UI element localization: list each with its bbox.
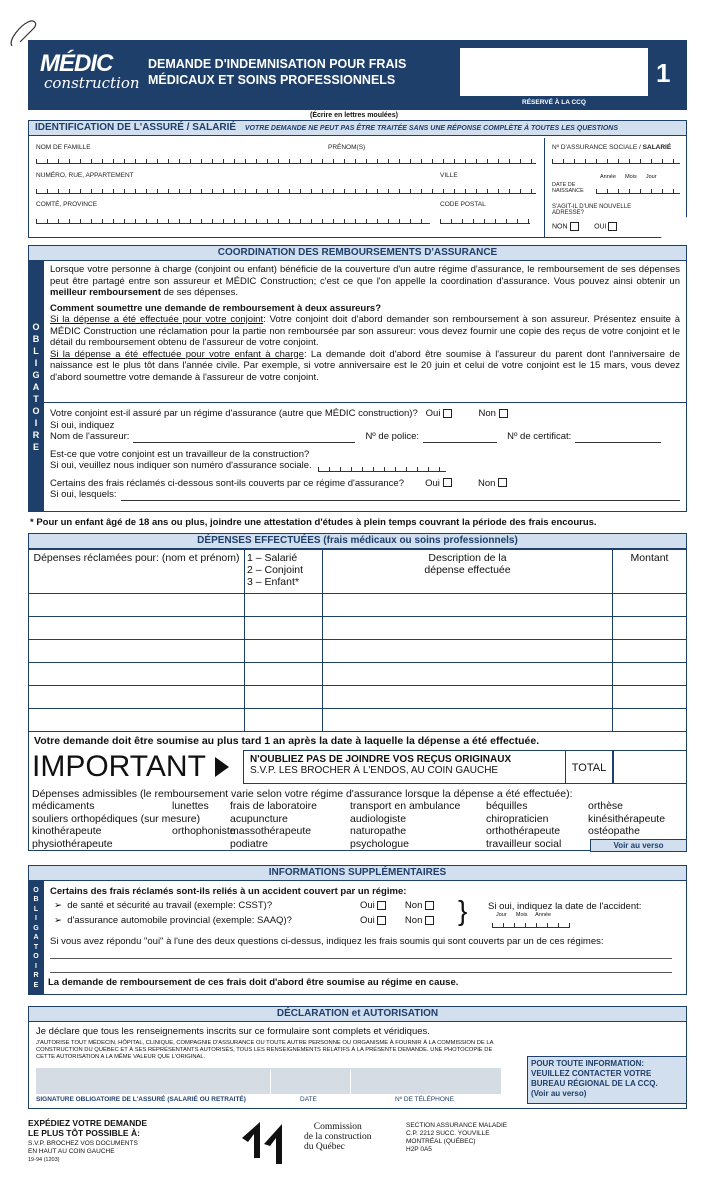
date-label: DATE [300, 1096, 317, 1103]
obligatoire-letter: L [33, 345, 39, 356]
signature-area[interactable] [36, 1068, 501, 1094]
expense-description-cell[interactable] [323, 617, 613, 640]
col-name-header: Dépenses réclamées pour: (nom et prénom) [29, 550, 245, 594]
deadline-note: Votre demande doit être soumise au plus tard 1 an après la date à laquelle la dépense a été effectuée. [34, 735, 540, 747]
admissible-item: kinésithérapeute [588, 812, 666, 825]
admissible-item: souliers orthopédiques (sur mesure) [32, 812, 201, 825]
admissibles-text: Dépenses admissibles (le remboursement varie selon votre régime d'assurance lorsque la dépense a été effectuée): [32, 788, 573, 800]
q3-yes-checkbox[interactable] [443, 478, 452, 487]
expense-row [29, 617, 687, 640]
admissible-item: kinothérapeute [32, 825, 102, 837]
telephone-label: Nº DE TÉLÉPHONE [395, 1096, 454, 1103]
info-line-2[interactable] [50, 972, 672, 973]
info-box [28, 865, 687, 995]
admissibles-list [32, 800, 687, 850]
identification-header: IDENTIFICATION DE L'ASSURÉ / SALARIÉ VOTRE DEMANDE NE PEUT PAS ÊTRE TRAITÉE SANS UNE RÉPONSE COMPLÈTE À TOUTES LES QUESTIONS [28, 120, 687, 136]
expense-amount-cell[interactable] [613, 686, 687, 709]
info-question: Certains des frais réclamés sont-ils reliés à un accident couvert par un régime: [50, 886, 407, 897]
numero-label: NUMÉRO, RUE, APPARTEMENT [36, 172, 134, 179]
sig-sep-1 [270, 1070, 271, 1104]
certificat-input[interactable] [575, 431, 661, 443]
admissible-item: naturopathe [350, 825, 407, 837]
obligatoire-vertical-label-2 [28, 881, 44, 995]
admissible-row [32, 813, 687, 826]
declaration-header: DÉCLARATION et AUTORISATION [28, 1006, 687, 1022]
expense-type-cell[interactable] [245, 709, 323, 732]
total-input[interactable] [613, 750, 687, 784]
admissible-row [32, 800, 687, 813]
expense-type-cell[interactable] [245, 640, 323, 663]
signature-label: SIGNATURE OBLIGATOIRE DE L'ASSURÉ (SALARIÉ OU RETRAITÉ) [36, 1096, 246, 1103]
accident-date-input[interactable] [492, 920, 570, 928]
new-address-no-checkbox[interactable] [570, 222, 579, 231]
page-title: DEMANDE D'INDEMNISATION POUR FRAIS MÉDICAUX ET SOINS PROFESSIONNELS [148, 57, 407, 87]
expense-type-cell[interactable] [245, 663, 323, 686]
logo-main: MÉDIC [40, 50, 113, 77]
info-contact-box: POUR TOUTE INFORMATION: VEUILLEZ CONTACTER VOTRE BUREAU RÉGIONAL DE LA CCQ. (Voir au verso) [527, 1056, 687, 1104]
nas-label: Nº D'ASSURANCE SOCIALE / SALARIÉ [552, 144, 672, 151]
obligatoire-letter: G [32, 369, 40, 380]
b2-yes-checkbox[interactable] [377, 916, 386, 925]
coordination-conjoint: Si la dépense a été effectuée pour votre conjoint: Votre conjoint doit d'abord demander son remboursement à son assureur. Présentez ensuite à MÉDIC Construction une réclamation pour la partie non remboursée par son assureur: vous devez fournir une copie des reçus de votre conjoint et le détail du remboursement obtenu de l'assureur de votre conjoint. [50, 314, 680, 348]
expense-name-cell[interactable] [29, 663, 245, 686]
prenom-label: PRÉNOM(S) [328, 144, 366, 151]
b1-yes-checkbox[interactable] [377, 901, 386, 910]
expense-name-cell[interactable] [29, 686, 245, 709]
logo-sub: construction [44, 74, 140, 92]
important-label: IMPORTANT [32, 750, 206, 783]
admissible-item: orthothérapeute [486, 825, 561, 837]
q3-no-checkbox[interactable] [498, 478, 507, 487]
coordination-content [50, 264, 680, 383]
coordination-questions: Votre conjoint est-il assuré par un régime d'assurance (autre que MÉDIC construction)? Oui Non Si oui, indiquez Nom de l'assureur: Nº de police: Nº de certificat: Est-ce que votre conjoint est un travailleur de la construction? Si oui, veuillez nous indiquer son numéro d'assurance sociale. Certains des frais réclamés ci-dessous sont-ils couverts par ce régime d'assurance? Oui Non Si oui, lesquels: [50, 408, 680, 501]
expense-description-cell[interactable] [323, 594, 613, 617]
admissible-item: orthophoniste [172, 825, 236, 837]
obligatoire-letter: O [32, 405, 40, 416]
admissible-item: acupuncture [230, 812, 288, 825]
expense-name-cell[interactable] [29, 709, 245, 732]
enfant-note: * Pour un enfant âgé de 18 ans ou plus, joindre une attestation d'études à plein temps couvrant la période des frais encourus. [30, 517, 597, 528]
reserved-label: RÉSERVÉ À LA CCQ [522, 99, 586, 106]
info-note: La demande de remboursement de ces frais doit d'abord être soumise au régime en cause. [48, 977, 459, 988]
info-b2-options: Oui Non [360, 915, 434, 927]
brace: } [458, 895, 468, 926]
admissible-item: psychologue [350, 837, 409, 850]
coordination-enfant: Si la dépense a été effectuée pour votre enfant à charge: La demande doit d'abord être soumise à l'assureur du parent dont l'anniversaire de naissance est le plus tôt dans l'année civile. Par exemple, si votre anniversaire est le 20 juin et celui de votre conjoint est le 15 mars, vous devez d'abord soumettre votre demande à l'assureur de votre conjoint. [50, 348, 680, 383]
authorization-text: J'AUTORISE TOUT MÉDECIN, HÔPITAL, CLINIQUE, COMPAGNIE D'ASSURANCE OU TOUTE AUTRE PERSONNE OU ORGANISME À FOURNIR À LA COMMISSION DE LA CONSTRUCTION DU QUÉBEC ET À SES REPRÉSENTANTS AUTORISÉS, TOUS LES RENSEIGNEMENTS RELATIFS À LA PRÉSENTE DEMANDE. UNE PHOTOCOPIE DE CETTE AUTORISATION A LA MÊME VALEUR QUE L'ORIGINAL. [36, 1040, 494, 1060]
obligatoire-letter: I [34, 417, 38, 428]
write-note: (Écrire en lettres moulées) [310, 112, 398, 119]
recus-box: N'OUBLIEZ PAS DE JOINDRE VOS REÇUS ORIGINAUX S.V.P. LES BROCHER À L'ENDOS, AU COIN GAUCHE [243, 750, 565, 784]
voir-verso-link[interactable]: Voir au verso [590, 839, 687, 852]
new-address-options: NON OUI [552, 222, 617, 231]
coordination-header: COORDINATION DES REMBOURSEMENTS D'ASSURANCE [28, 245, 687, 261]
new-address-yes-checkbox[interactable] [608, 222, 617, 231]
expense-amount-cell[interactable] [613, 617, 687, 640]
obligatoire-letter: E [32, 441, 39, 452]
expense-description-cell[interactable] [323, 709, 613, 732]
expense-description-cell[interactable] [323, 663, 613, 686]
expense-row [29, 663, 687, 686]
nom-label: NOM DE FAMILLE [36, 144, 91, 151]
info-b1-options: Oui Non [360, 900, 434, 912]
obligatoire-letter: T [33, 393, 39, 404]
expense-description-cell[interactable] [323, 686, 613, 709]
ccq-logo [238, 1114, 290, 1166]
nas-input[interactable] [552, 156, 680, 164]
col-amount-header: Montant [613, 550, 687, 594]
obligatoire-letter: I [34, 357, 38, 368]
info-question-2: Si vous avez répondu "oui" à l'une des deux questions ci-dessus, indiquez les frais soumis qui sont couverts par un de ces régimes: [50, 936, 604, 947]
lesquels-input[interactable] [121, 489, 680, 501]
obligatoire-letter: A [32, 381, 40, 392]
arrow-right-icon [214, 756, 230, 778]
expense-name-cell[interactable] [29, 640, 245, 663]
obligatoire-letter: R [32, 429, 40, 440]
admissible-item: transport en ambulance [350, 800, 461, 812]
form-number: 1 [656, 58, 671, 88]
reserved-box [460, 48, 648, 96]
admissible-item: médicaments [32, 800, 95, 812]
info-bullet-1: ➢ de santé et sécurité au travail (exemple: CSST)? [54, 900, 273, 911]
obligatoire-letter-2: A [33, 934, 39, 942]
obligatoire-letter: B [32, 333, 40, 344]
b2-no-checkbox[interactable] [425, 916, 434, 925]
coordination-divider [44, 402, 687, 403]
birth-date-units: Année Mois Jour [600, 174, 657, 180]
conjoint-nas-input[interactable] [318, 462, 446, 472]
obligatoire-letter-2: I [35, 962, 37, 970]
info-line-1[interactable] [50, 958, 672, 959]
expense-name-cell[interactable] [29, 617, 245, 640]
q1-no-checkbox[interactable] [499, 409, 508, 418]
commission-name: Commission de la construction du Québec [304, 1122, 372, 1152]
expense-row [29, 640, 687, 663]
admissible-row [32, 825, 687, 838]
expense-type-cell[interactable] [245, 617, 323, 640]
coordination-intro: Lorsque votre personne à charge (conjoint ou enfant) bénéficie de la couverture d'un autre régime d'assurance, le remboursement de ses dépenses peut être partagé entre son assureur et MÉDIC Construction; c'est ce que l'on appelle la coordination d'assurance. Vous pouvez ainsi obtenir un meilleur remboursement de ses dépenses. [50, 264, 680, 298]
obligatoire-letter-2: I [35, 915, 37, 923]
admissible-item: massothérapeute [230, 825, 312, 837]
mailing-address: SECTION ASSURANCE MALADIE C.P. 2212 SUCC. YOUVILLE MONTRÉAL (QUÉBEC) H2P 0A5 [406, 1122, 508, 1153]
birth-date-label: DATE DE NAISSANCE [552, 182, 584, 194]
expense-amount-cell[interactable] [613, 594, 687, 617]
admissible-item: travailleur social [486, 837, 562, 850]
sig-sep-2 [350, 1070, 351, 1104]
admissible-item: lunettes [172, 800, 209, 812]
expense-row [29, 686, 687, 709]
assureur-input[interactable] [133, 431, 355, 443]
admissible-item: béquilles [486, 800, 528, 812]
obligatoire-letter-2: L [33, 905, 39, 913]
info-bullet-2: ➢ d'assurance automobile provincial (exemple: SAAQ)? [54, 915, 292, 926]
ville-label: VILLE [440, 172, 458, 179]
accident-date-label: Si oui, indiquez la date de l'accident: [488, 901, 642, 912]
brochez-note: S.V.P. BROCHEZ VOS DOCUMENTS EN HAUT AU COIN GAUCHE 19-94 (1203) [28, 1140, 138, 1163]
address-input[interactable] [36, 186, 536, 194]
expense-amount-cell[interactable] [613, 640, 687, 663]
admissible-item: ostéopathe [588, 825, 640, 837]
admissible-row [32, 838, 687, 851]
obligatoire-letter: O [32, 321, 40, 332]
expense-row [29, 709, 687, 732]
admissible-item: audiologiste [350, 812, 407, 825]
depenses-header: DÉPENSES EFFECTUÉES (frais médicaux ou soins professionnels) [28, 533, 687, 549]
expense-type-cell[interactable] [245, 686, 323, 709]
comte-input[interactable] [36, 216, 430, 224]
expense-type-cell[interactable] [245, 594, 323, 617]
declaration-text: Je déclare que tous les renseignements inscrits sur ce formulaire sont complets et véridiques. [36, 1026, 430, 1037]
coordination-question: Comment soumettre une demande de remboursement à deux assureurs? [50, 302, 382, 314]
admissible-item: podiatre [230, 837, 268, 850]
expense-amount-cell[interactable] [613, 663, 687, 686]
obligatoire-letter-2: O [33, 886, 39, 894]
obligatoire-letter-2: T [33, 943, 39, 951]
code-postal-input[interactable] [440, 216, 530, 224]
admissible-item: physiothérapeute [32, 837, 113, 850]
admissible-item: orthèse [588, 800, 624, 812]
police-input[interactable] [423, 431, 497, 443]
expense-name-cell[interactable] [29, 594, 245, 617]
b1-no-checkbox[interactable] [425, 901, 434, 910]
info-header: INFORMATIONS SUPPLÉMENTAIRES [28, 865, 687, 881]
obligatoire-letter-2: O [33, 953, 39, 961]
nom-input[interactable] [36, 156, 536, 164]
col-description-header: Description de la dépense effectuée [323, 550, 613, 594]
code-postal-label: CODE POSTAL [440, 201, 486, 208]
obligatoire-letter-2: B [33, 896, 39, 904]
obligatoire-letter-2: E [33, 981, 39, 989]
comte-label: COMTÉ, PROVINCE [36, 201, 98, 208]
admissible-item: frais de laboratoire [230, 800, 317, 812]
accident-date-units: Jour Mois Année [496, 912, 552, 918]
expediez-label: EXPÉDIEZ VOTRE DEMANDE LE PLUS TÔT POSSIBLE À: [28, 1118, 148, 1138]
expense-description-cell[interactable] [323, 640, 613, 663]
expense-row [29, 594, 687, 617]
admissible-item: chiropraticien [486, 812, 549, 825]
col-type-header: 1 – Salarié 2 – Conjoint 3 – Enfant* [245, 550, 323, 594]
obligatoire-letter-2: R [33, 972, 39, 980]
id-divider [544, 138, 545, 238]
obligatoire-letter-2: G [33, 924, 39, 932]
q1-yes-checkbox[interactable] [443, 409, 452, 418]
depenses-table [28, 549, 687, 732]
total-label: TOTAL [565, 750, 613, 784]
new-address-label: S'AGIT-IL D'UNE NOUVELLE ADRESSE? [552, 204, 632, 216]
birth-date-input[interactable] [596, 186, 680, 194]
obligatoire-vertical-label [28, 261, 44, 512]
expense-amount-cell[interactable] [613, 709, 687, 732]
